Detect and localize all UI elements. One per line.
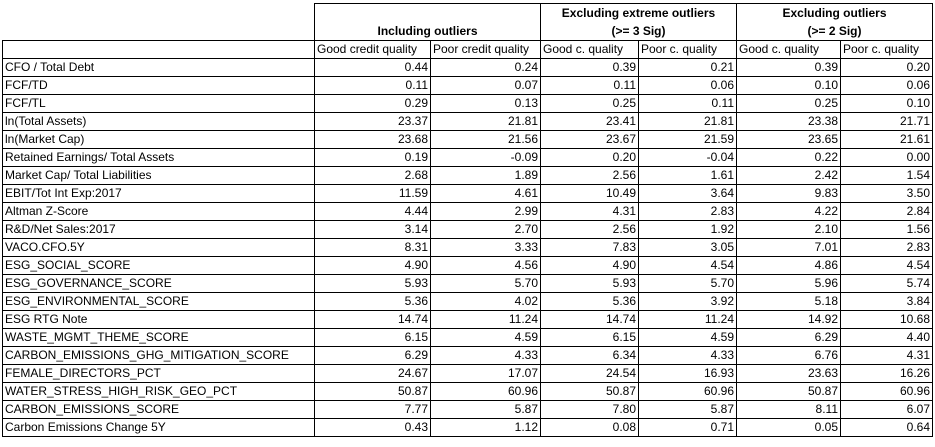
table-row xyxy=(3,257,933,275)
row-label: Market Cap/ Total Liabilities xyxy=(3,167,315,185)
value-cell: 23.65 xyxy=(737,131,841,149)
row-label: ESG_GOVERNANCE_SCORE xyxy=(3,275,315,293)
subheader-cell: Poor credit quality xyxy=(431,41,541,59)
value-cell: 2.56 xyxy=(541,167,639,185)
value-cell: 21.56 xyxy=(431,131,541,149)
table-row xyxy=(3,77,933,95)
value-cell: 2.56 xyxy=(541,221,639,239)
value-cell: 1.89 xyxy=(431,167,541,185)
value-cell: 5.36 xyxy=(315,293,431,311)
group-header-row-1 xyxy=(3,4,933,23)
value-cell: 0.13 xyxy=(431,95,541,113)
table-row xyxy=(3,203,933,221)
value-cell: 4.02 xyxy=(431,293,541,311)
value-cell: 6.15 xyxy=(315,329,431,347)
value-cell: 50.87 xyxy=(541,383,639,401)
value-cell: 10.68 xyxy=(841,311,933,329)
value-cell: 0.24 xyxy=(431,59,541,77)
value-cell: 0.29 xyxy=(315,95,431,113)
value-cell: 2.42 xyxy=(737,167,841,185)
value-cell: 7.83 xyxy=(541,239,639,257)
row-label: ESG_ENVIRONMENTAL_SCORE xyxy=(3,293,315,311)
value-cell: 0.11 xyxy=(541,77,639,95)
value-cell: 21.71 xyxy=(841,113,933,131)
group-excl-outliers-line1: Excluding outliers xyxy=(737,4,933,23)
value-cell: 4.54 xyxy=(639,257,737,275)
value-cell: 9.83 xyxy=(737,185,841,203)
table-row xyxy=(3,293,933,311)
value-cell: 5.87 xyxy=(431,401,541,419)
value-cell: 23.63 xyxy=(737,365,841,383)
value-cell: 2.10 xyxy=(737,221,841,239)
value-cell: 0.10 xyxy=(737,77,841,95)
value-cell: 2.83 xyxy=(841,239,933,257)
group-header-row-2 xyxy=(3,22,933,41)
value-cell: 0.08 xyxy=(541,419,639,437)
value-cell: 3.92 xyxy=(639,293,737,311)
value-cell: 6.15 xyxy=(541,329,639,347)
row-label: CARBON_EMISSIONS_SCORE xyxy=(3,401,315,419)
row-label: ln(Total Assets) xyxy=(3,113,315,131)
value-cell: 21.61 xyxy=(841,131,933,149)
value-cell: 4.90 xyxy=(541,257,639,275)
value-cell: 1.54 xyxy=(841,167,933,185)
value-cell: 0.22 xyxy=(737,149,841,167)
corner-cell-2 xyxy=(3,22,315,41)
value-cell: 2.68 xyxy=(315,167,431,185)
row-label: FCF/TL xyxy=(3,95,315,113)
value-cell: 14.74 xyxy=(315,311,431,329)
table-row xyxy=(3,239,933,257)
row-label: ESG_SOCIAL_SCORE xyxy=(3,257,315,275)
group-excl-outliers-line2: (>= 2 Sig) xyxy=(737,22,933,41)
table-row xyxy=(3,401,933,419)
value-cell: 6.29 xyxy=(315,347,431,365)
value-cell: -0.04 xyxy=(639,149,737,167)
value-cell: 4.31 xyxy=(541,203,639,221)
table-row xyxy=(3,329,933,347)
value-cell: 4.33 xyxy=(431,347,541,365)
value-cell: 7.01 xyxy=(737,239,841,257)
value-cell: 0.00 xyxy=(841,149,933,167)
table-row xyxy=(3,275,933,293)
value-cell: 4.90 xyxy=(315,257,431,275)
value-cell: 21.81 xyxy=(431,113,541,131)
subheader-cell: Good c. quality xyxy=(541,41,639,59)
value-cell: 4.44 xyxy=(315,203,431,221)
value-cell: 3.50 xyxy=(841,185,933,203)
value-cell: 1.12 xyxy=(431,419,541,437)
table-row xyxy=(3,131,933,149)
value-cell: 4.59 xyxy=(431,329,541,347)
value-cell: 60.96 xyxy=(639,383,737,401)
subheader-blank xyxy=(3,41,315,59)
value-cell: 6.76 xyxy=(737,347,841,365)
subheader-cell: Good c. quality xyxy=(737,41,841,59)
row-label: FEMALE_DIRECTORS_PCT xyxy=(3,365,315,383)
value-cell: 6.34 xyxy=(541,347,639,365)
table-row xyxy=(3,95,933,113)
table-row xyxy=(3,113,933,131)
value-cell: 5.87 xyxy=(639,401,737,419)
table-row xyxy=(3,365,933,383)
row-label: EBIT/Tot Int Exp:2017 xyxy=(3,185,315,203)
group-excl-extreme-line1: Excluding extreme outliers xyxy=(541,4,737,23)
row-label: Altman Z-Score xyxy=(3,203,315,221)
value-cell: 4.54 xyxy=(841,257,933,275)
value-cell: 0.11 xyxy=(639,95,737,113)
value-cell: 4.40 xyxy=(841,329,933,347)
row-label: WASTE_MGMT_THEME_SCORE xyxy=(3,329,315,347)
subheader-cell: Poor c. quality xyxy=(841,41,933,59)
value-cell: 3.05 xyxy=(639,239,737,257)
value-cell: 7.80 xyxy=(541,401,639,419)
value-cell: 4.59 xyxy=(639,329,737,347)
value-cell: 4.33 xyxy=(639,347,737,365)
value-cell: 5.36 xyxy=(541,293,639,311)
value-cell: 4.61 xyxy=(431,185,541,203)
row-label: CARBON_EMISSIONS_GHG_MITIGATION_SCORE xyxy=(3,347,315,365)
value-cell: 60.96 xyxy=(431,383,541,401)
corner-cell xyxy=(3,4,315,23)
value-cell: 0.39 xyxy=(541,59,639,77)
value-cell: 5.74 xyxy=(841,275,933,293)
value-cell: 21.81 xyxy=(639,113,737,131)
value-cell: 24.54 xyxy=(541,365,639,383)
value-cell: 0.71 xyxy=(639,419,737,437)
value-cell: 17.07 xyxy=(431,365,541,383)
value-cell: 0.25 xyxy=(541,95,639,113)
subheader-cell: Good credit quality xyxy=(315,41,431,59)
value-cell: 0.64 xyxy=(841,419,933,437)
table-row xyxy=(3,419,933,437)
value-cell: 8.31 xyxy=(315,239,431,257)
value-cell: 6.07 xyxy=(841,401,933,419)
value-cell: 5.18 xyxy=(737,293,841,311)
value-cell: 1.61 xyxy=(639,167,737,185)
value-cell: 16.26 xyxy=(841,365,933,383)
value-cell: 0.05 xyxy=(737,419,841,437)
value-cell: 0.43 xyxy=(315,419,431,437)
value-cell: 1.56 xyxy=(841,221,933,239)
value-cell: 11.59 xyxy=(315,185,431,203)
value-cell: 0.11 xyxy=(315,77,431,95)
row-label: VACO.CFO.5Y xyxy=(3,239,315,257)
table-row xyxy=(3,149,933,167)
value-cell: 50.87 xyxy=(315,383,431,401)
value-cell: 7.77 xyxy=(315,401,431,419)
value-cell: 11.24 xyxy=(639,311,737,329)
row-label: FCF/TD xyxy=(3,77,315,95)
value-cell: -0.09 xyxy=(431,149,541,167)
value-cell: 10.49 xyxy=(541,185,639,203)
table-row xyxy=(3,347,933,365)
value-cell: 24.67 xyxy=(315,365,431,383)
row-label: Retained Earnings/ Total Assets xyxy=(3,149,315,167)
subheader-row xyxy=(3,41,933,59)
table-row xyxy=(3,167,933,185)
value-cell: 23.68 xyxy=(315,131,431,149)
table-row xyxy=(3,221,933,239)
value-cell: 0.19 xyxy=(315,149,431,167)
value-cell: 3.33 xyxy=(431,239,541,257)
row-label: CFO / Total Debt xyxy=(3,59,315,77)
value-cell: 4.56 xyxy=(431,257,541,275)
value-cell: 14.92 xyxy=(737,311,841,329)
value-cell: 2.84 xyxy=(841,203,933,221)
value-cell: 11.24 xyxy=(431,311,541,329)
value-cell: 60.96 xyxy=(841,383,933,401)
value-cell: 4.86 xyxy=(737,257,841,275)
value-cell: 0.10 xyxy=(841,95,933,113)
value-cell: 8.11 xyxy=(737,401,841,419)
value-cell: 0.44 xyxy=(315,59,431,77)
row-label: ESG RTG Note xyxy=(3,311,315,329)
value-cell: 4.31 xyxy=(841,347,933,365)
value-cell: 1.92 xyxy=(639,221,737,239)
value-cell: 0.39 xyxy=(737,59,841,77)
comparison-table xyxy=(2,3,933,437)
row-label: WATER_STRESS_HIGH_RISK_GEO_PCT xyxy=(3,383,315,401)
value-cell: 3.14 xyxy=(315,221,431,239)
row-label: ln(Market Cap) xyxy=(3,131,315,149)
table-row xyxy=(3,185,933,203)
value-cell: 5.93 xyxy=(315,275,431,293)
group-excl-extreme-line2: (>= 3 Sig) xyxy=(541,22,737,41)
value-cell: 5.70 xyxy=(639,275,737,293)
value-cell: 0.07 xyxy=(431,77,541,95)
value-cell: 16.93 xyxy=(639,365,737,383)
group-including-line2: Including outliers xyxy=(315,22,541,41)
value-cell: 50.87 xyxy=(737,383,841,401)
row-label: R&D/Net Sales:2017 xyxy=(3,221,315,239)
value-cell: 0.21 xyxy=(639,59,737,77)
value-cell: 21.59 xyxy=(639,131,737,149)
value-cell: 23.38 xyxy=(737,113,841,131)
value-cell: 0.06 xyxy=(841,77,933,95)
value-cell: 5.70 xyxy=(431,275,541,293)
value-cell: 5.93 xyxy=(541,275,639,293)
value-cell: 23.67 xyxy=(541,131,639,149)
table-row xyxy=(3,311,933,329)
table-row xyxy=(3,383,933,401)
value-cell: 5.96 xyxy=(737,275,841,293)
value-cell: 4.22 xyxy=(737,203,841,221)
value-cell: 3.64 xyxy=(639,185,737,203)
value-cell: 2.83 xyxy=(639,203,737,221)
value-cell: 14.74 xyxy=(541,311,639,329)
row-label: Carbon Emissions Change 5Y xyxy=(3,419,315,437)
value-cell: 0.20 xyxy=(541,149,639,167)
value-cell: 23.41 xyxy=(541,113,639,131)
group-including-line1 xyxy=(315,4,541,23)
value-cell: 2.99 xyxy=(431,203,541,221)
value-cell: 3.84 xyxy=(841,293,933,311)
table-row xyxy=(3,59,933,77)
value-cell: 23.37 xyxy=(315,113,431,131)
value-cell: 6.29 xyxy=(737,329,841,347)
value-cell: 2.70 xyxy=(431,221,541,239)
value-cell: 0.25 xyxy=(737,95,841,113)
value-cell: 0.06 xyxy=(639,77,737,95)
value-cell: 0.20 xyxy=(841,59,933,77)
subheader-cell: Poor c. quality xyxy=(639,41,737,59)
